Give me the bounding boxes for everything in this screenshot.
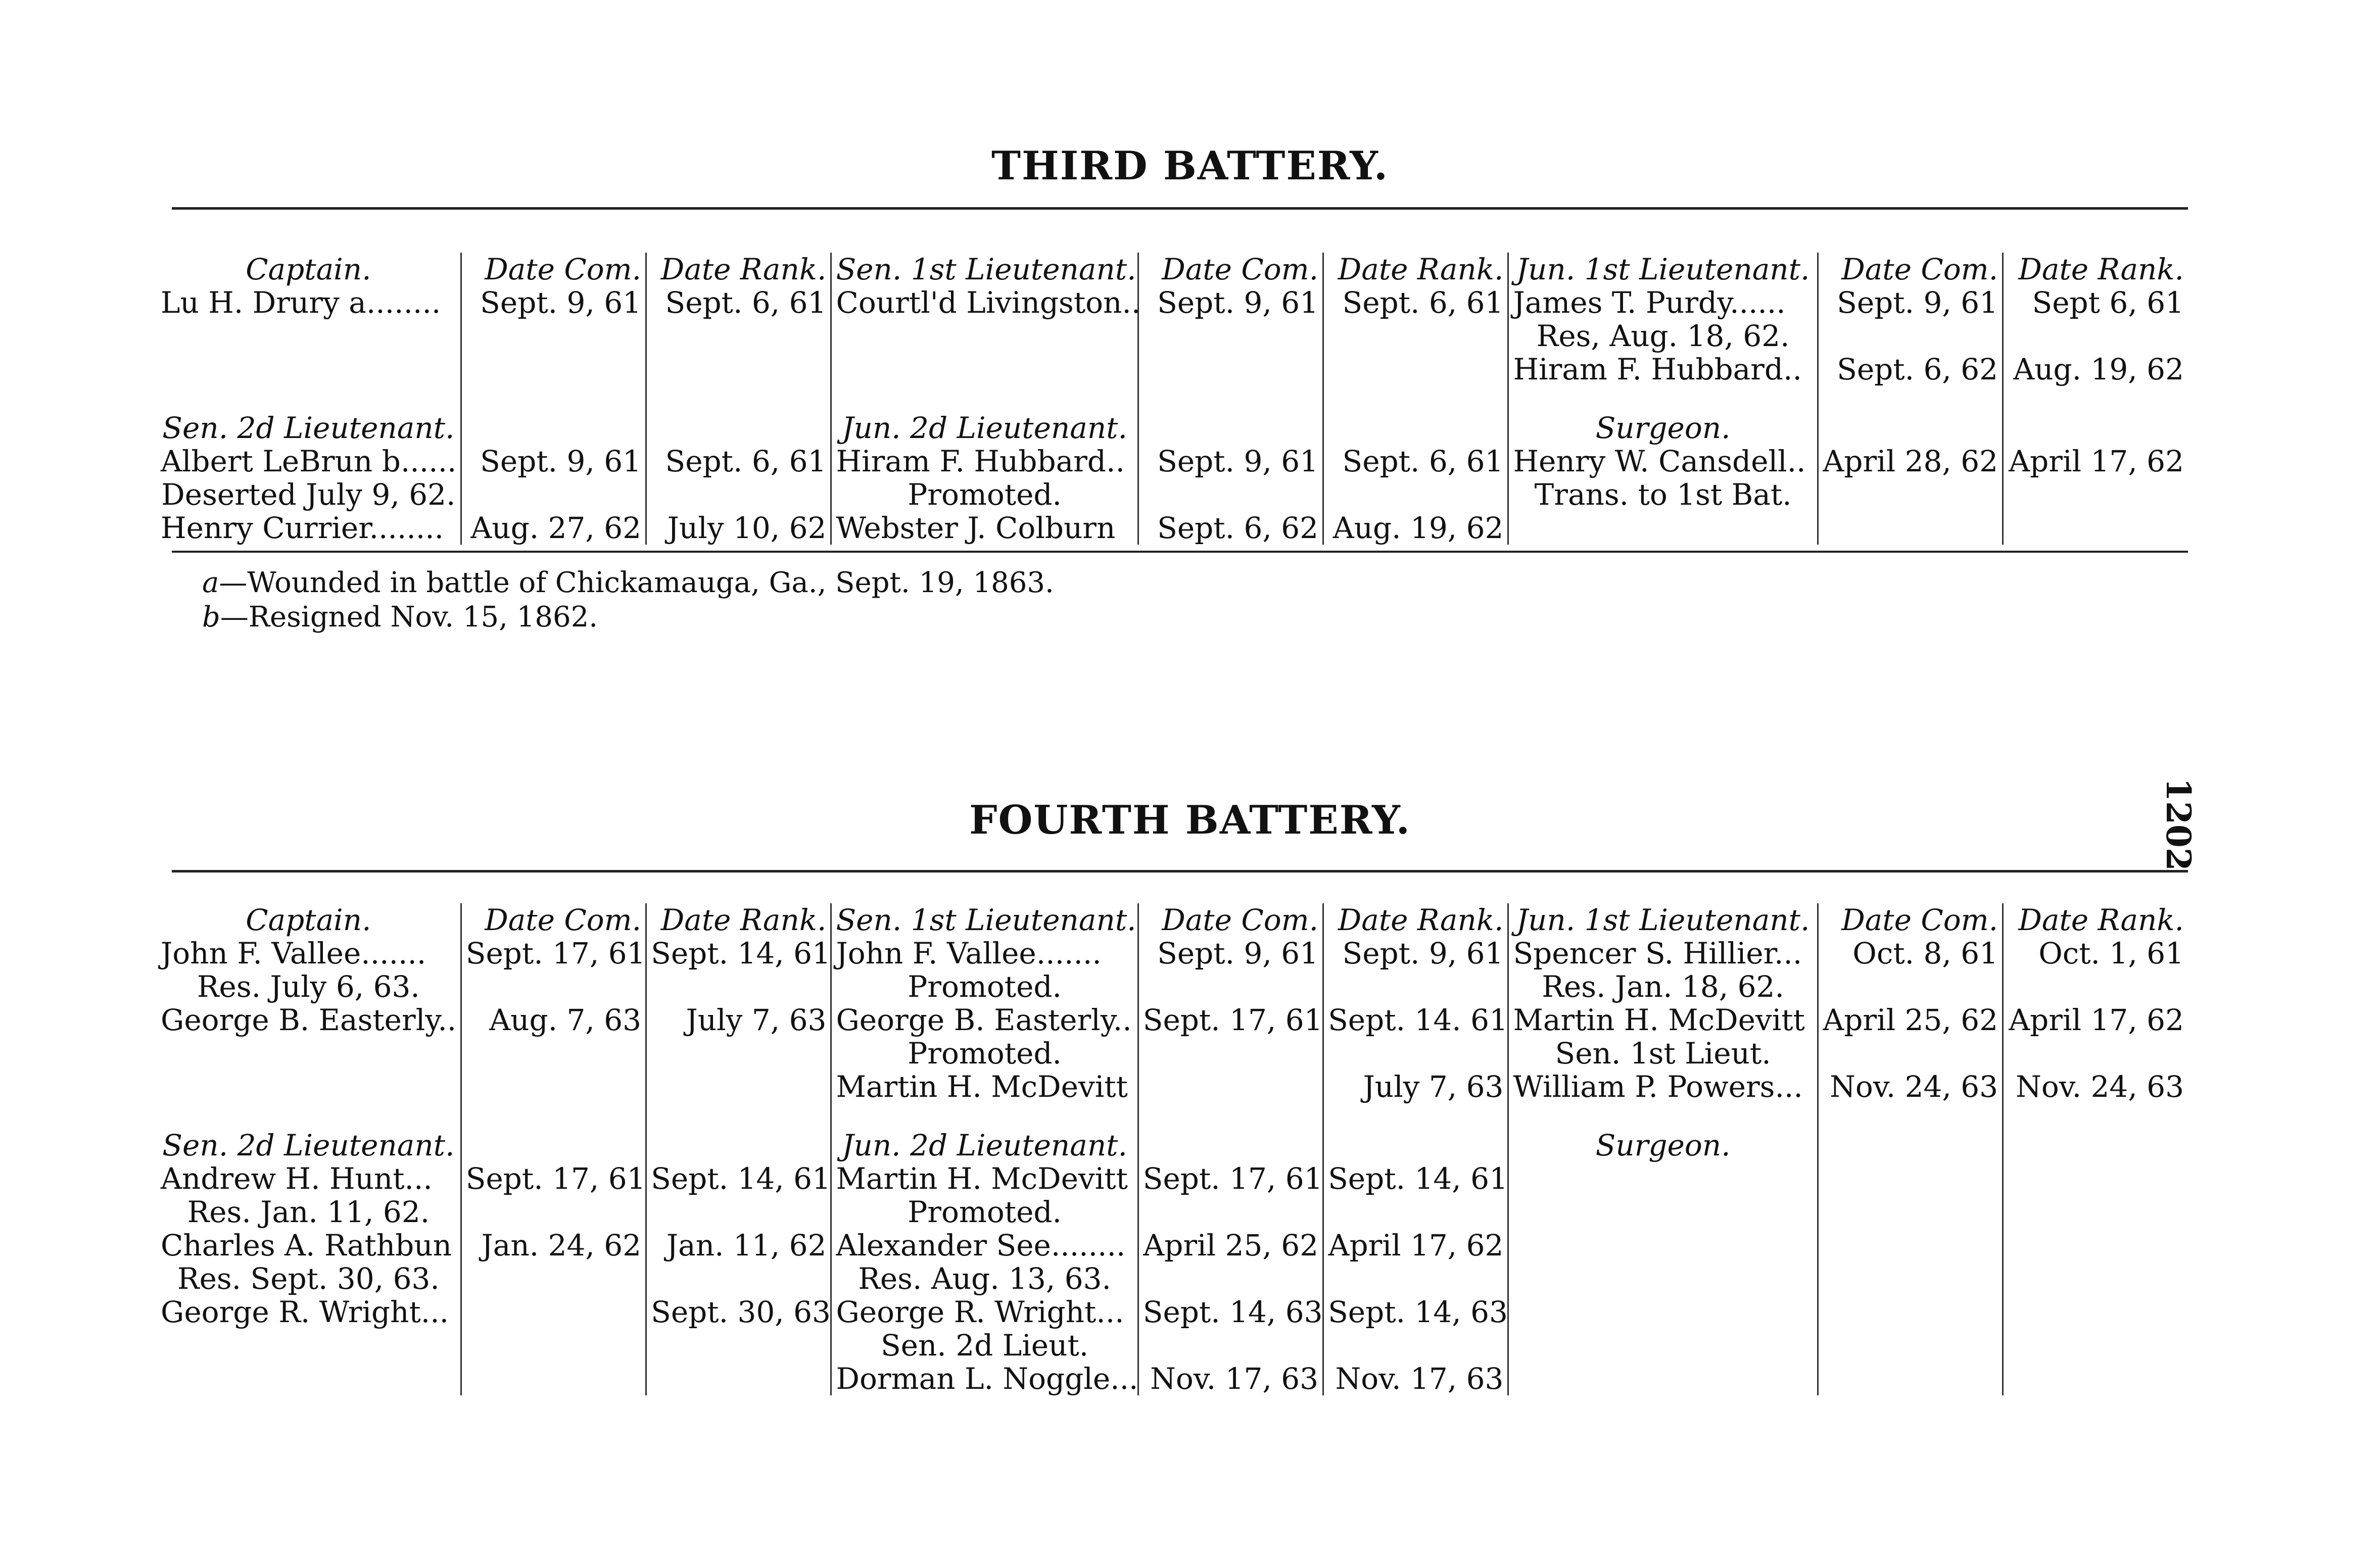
header-cell (1323, 411, 1508, 445)
date-cell (2003, 511, 2188, 545)
spacer-cell (1818, 386, 2003, 411)
name-cell (157, 353, 461, 386)
date-cell (461, 1195, 646, 1229)
date-cell (1818, 1162, 2003, 1195)
date-cell: Sept. 14, 61 (1323, 1162, 1508, 1195)
header-row (157, 411, 2188, 445)
date-cell (646, 1070, 831, 1103)
header-cell: Date Com. (1818, 903, 2003, 937)
name-cell: Promoted. (831, 1195, 1138, 1229)
name-cell: George B. Easterly.. (161, 1003, 457, 1037)
date-cell: Nov. 17, 63 (1323, 1362, 1508, 1395)
date-cell (646, 1362, 831, 1395)
name-cell: Lu H. Drury a........ (161, 285, 441, 320)
header-cell: Date Com. (1818, 253, 2003, 286)
name-cell: Res. Aug. 13, 63. (831, 1262, 1138, 1295)
date-cell: Aug. 7, 63 (461, 1003, 646, 1037)
date-cell (2003, 1037, 2188, 1070)
name-cell: Promoted. (831, 970, 1138, 1003)
spacer-cell (1508, 386, 1818, 411)
fourth-battery-table (157, 903, 2188, 1395)
table-row (157, 286, 2188, 319)
header-cell (1323, 1129, 1508, 1162)
date-cell: April 28, 62 (1818, 445, 2003, 478)
header-row (157, 1129, 2188, 1162)
spacer-cell (157, 386, 461, 411)
date-cell: Sept. 14, 63 (1323, 1295, 1508, 1329)
date-cell (1138, 1329, 1323, 1362)
table-row (157, 1195, 2188, 1229)
name-cell: Alexander See........ (831, 1229, 1138, 1262)
date-cell (461, 319, 646, 353)
table-row (157, 970, 2188, 1003)
date-cell (2003, 478, 2188, 511)
header-cell (2003, 1129, 2188, 1162)
date-cell (1818, 1195, 2003, 1229)
table-row (157, 511, 2188, 545)
spacer-cell (1138, 1103, 1323, 1129)
header-cell (1818, 1129, 2003, 1162)
date-cell (646, 1262, 831, 1295)
date-cell: Nov. 24, 63 (1818, 1070, 2003, 1103)
name-cell: Hiram F. Hubbard.. (831, 445, 1138, 478)
date-cell: Sept. 14, 61 (646, 1162, 831, 1195)
date-cell: Sept. 6, 62 (1818, 353, 2003, 386)
date-cell (2003, 1295, 2188, 1329)
name-cell: Res. July 6, 63. (197, 969, 420, 1004)
name-cell: Promoted. (831, 478, 1138, 511)
date-cell: Sept. 17, 61 (1138, 1162, 1323, 1195)
name-cell: Hiram F. Hubbard.. (1508, 353, 1818, 386)
date-cell (1138, 353, 1323, 386)
name-cell: James T. Purdy...... (1508, 286, 1818, 319)
spacer-row (157, 386, 2188, 411)
date-cell (646, 1037, 831, 1070)
header-row (157, 253, 2188, 286)
table-row (157, 1295, 2188, 1329)
date-cell (1138, 478, 1323, 511)
header-cell (461, 411, 646, 445)
footnote-b: b—Resigned Nov. 15, 1862. (202, 601, 598, 634)
name-cell (157, 319, 461, 353)
date-cell (1818, 1329, 2003, 1362)
date-cell: Jan. 11, 62 (646, 1229, 831, 1262)
header-cell (1138, 411, 1323, 445)
date-cell (2003, 1329, 2188, 1362)
date-cell: Sept. 17, 61 (1138, 1003, 1323, 1037)
date-cell (2003, 1195, 2188, 1229)
header-cell: Captain. (246, 903, 371, 937)
header-cell: Date Rank. (1323, 253, 1508, 286)
date-cell (2003, 970, 2188, 1003)
header-cell: Surgeon. (1508, 1129, 1818, 1162)
third-bottom-rule (172, 551, 2188, 553)
name-cell (157, 1329, 461, 1362)
date-cell: April 17, 62 (2003, 445, 2188, 478)
spacer-cell (646, 1103, 831, 1129)
name-cell: Res. Jan. 18, 62. (1508, 970, 1818, 1003)
date-cell (2003, 1229, 2188, 1262)
name-cell (1508, 1329, 1818, 1362)
date-cell (1323, 1195, 1508, 1229)
name-cell (157, 1362, 461, 1395)
date-cell (1818, 1362, 2003, 1395)
spacer-cell (831, 386, 1138, 411)
fourth-top-rule (172, 870, 2188, 872)
date-cell: Sept. 17, 61 (461, 937, 646, 970)
header-cell: Sen. 1st Lieutenant. (831, 903, 1138, 937)
spacer-cell (2003, 1103, 2188, 1129)
name-cell: William P. Powers... (1508, 1070, 1818, 1103)
name-cell: Sen. 1st Lieut. (1508, 1037, 1818, 1070)
table-row (157, 1329, 2188, 1362)
name-cell: Webster J. Colburn (831, 511, 1138, 545)
spacer-cell (461, 1103, 646, 1129)
name-cell: Promoted. (831, 1037, 1138, 1070)
date-cell: Sept. 17, 61 (461, 1162, 646, 1195)
name-cell: John F. Vallee....... (831, 937, 1138, 970)
header-cell: Sen. 1st Lieutenant. (831, 253, 1138, 286)
name-cell: George R. Wright... (161, 1295, 449, 1329)
date-cell: July 7, 63 (646, 1003, 831, 1037)
name-cell (1508, 1262, 1818, 1295)
date-cell (1323, 1329, 1508, 1362)
date-cell: Aug. 19, 62 (1323, 511, 1508, 545)
header-cell (1818, 411, 2003, 445)
date-cell (2003, 319, 2188, 353)
date-cell: Sept. 6, 62 (1138, 511, 1323, 545)
date-cell: April 17, 62 (2003, 1003, 2188, 1037)
date-cell (1323, 970, 1508, 1003)
date-cell (1138, 1070, 1323, 1103)
header-cell: Jun. 1st Lieutenant. (1508, 903, 1818, 937)
name-cell: Res. Sept. 30, 63. (177, 1262, 440, 1296)
header-cell (2003, 411, 2188, 445)
date-cell (1323, 1037, 1508, 1070)
date-cell: Sept. 9, 61 (1138, 937, 1323, 970)
header-cell (461, 1129, 646, 1162)
header-cell: Date Rank. (646, 253, 831, 286)
name-cell (1508, 1162, 1818, 1195)
header-cell: Surgeon. (1508, 411, 1818, 445)
date-cell (2003, 1362, 2188, 1395)
date-cell (461, 970, 646, 1003)
date-cell: April 25, 62 (1138, 1229, 1323, 1262)
date-cell (1818, 1037, 2003, 1070)
date-cell (1818, 319, 2003, 353)
header-cell: Sen. 2d Lieutenant. (162, 1128, 455, 1162)
table-row (157, 937, 2188, 970)
name-cell: Sen. 2d Lieut. (831, 1329, 1138, 1362)
table-row (157, 1262, 2188, 1295)
header-cell: Date Com. (1138, 253, 1323, 286)
name-cell: Martin H. McDevitt (831, 1162, 1138, 1195)
name-cell: Henry W. Cansdell.. (1508, 445, 1818, 478)
date-cell: July 10, 62 (646, 511, 831, 545)
date-cell (1138, 1262, 1323, 1295)
date-cell (1323, 478, 1508, 511)
third-footnotes (202, 566, 1054, 635)
spacer-cell (646, 386, 831, 411)
header-cell (646, 1129, 831, 1162)
date-cell (1818, 478, 2003, 511)
third-battery-title: THIRD BATTERY. (991, 143, 1389, 189)
header-cell: Captain. (246, 252, 371, 286)
spacer-row (157, 1103, 2188, 1129)
name-cell (1508, 1195, 1818, 1229)
third-battery-table (157, 253, 2188, 545)
name-cell (831, 319, 1138, 353)
name-cell: George R. Wright... (831, 1295, 1138, 1329)
date-cell (461, 1037, 646, 1070)
header-cell: Jun. 2d Lieutenant. (831, 1129, 1138, 1162)
date-cell (461, 1329, 646, 1362)
date-cell (461, 1262, 646, 1295)
date-cell (1818, 970, 2003, 1003)
spacer-cell (1508, 1103, 1818, 1129)
date-cell (646, 1195, 831, 1229)
name-cell: Henry Currier........ (161, 511, 444, 545)
spacer-cell (1818, 1103, 2003, 1129)
date-cell: Sept. 6, 61 (646, 445, 831, 478)
date-cell (1818, 1295, 2003, 1329)
date-cell: July 7, 63 (1323, 1070, 1508, 1103)
header-cell: Sen. 2d Lieutenant. (162, 411, 455, 445)
header-cell: Jun. 2d Lieutenant. (831, 411, 1138, 445)
table-row (157, 1162, 2188, 1195)
date-cell (2003, 1262, 2188, 1295)
date-cell: Sept. 6, 61 (1323, 286, 1508, 319)
date-cell: Sept. 6, 61 (646, 286, 831, 319)
name-cell: Albert LeBrun b...... (161, 444, 457, 478)
spacer-cell (831, 1103, 1138, 1129)
table-row (157, 1003, 2188, 1037)
name-cell (157, 1070, 461, 1103)
third-top-rule (172, 207, 2188, 210)
date-cell: Aug. 19, 62 (2003, 353, 2188, 386)
table-row (157, 445, 2188, 478)
page-number: 1202 (2159, 778, 2198, 871)
spacer-cell (157, 1103, 461, 1129)
date-cell: Sept. 9, 61 (461, 445, 646, 478)
spacer-cell (2003, 386, 2188, 411)
date-cell: April 25, 62 (1818, 1003, 2003, 1037)
date-cell (646, 319, 831, 353)
date-cell: Sept 6, 61 (2003, 286, 2188, 319)
date-cell (646, 353, 831, 386)
header-cell: Date Rank. (2003, 253, 2188, 286)
date-cell (1323, 319, 1508, 353)
date-cell (461, 478, 646, 511)
date-cell (646, 1329, 831, 1362)
name-cell: George B. Easterly.. (831, 1003, 1138, 1037)
date-cell: Sept. 14, 61 (646, 937, 831, 970)
name-cell: Andrew H. Hunt... (161, 1161, 433, 1196)
date-cell (1138, 319, 1323, 353)
header-cell: Date Com. (461, 903, 646, 937)
date-cell: Nov. 17, 63 (1138, 1362, 1323, 1395)
date-cell (1138, 970, 1323, 1003)
date-cell: Oct. 1, 61 (2003, 937, 2188, 970)
date-cell (461, 1362, 646, 1395)
date-cell: Sept. 30, 63 (646, 1295, 831, 1329)
date-cell (1323, 353, 1508, 386)
date-cell: Sept. 6, 61 (1323, 445, 1508, 478)
name-cell: Res. Jan. 11, 62. (187, 1195, 430, 1229)
date-cell: Jan. 24, 62 (461, 1229, 646, 1262)
date-cell (646, 970, 831, 1003)
name-cell (157, 1037, 461, 1070)
date-cell (461, 1070, 646, 1103)
table-row (157, 319, 2188, 353)
date-cell: Aug. 27, 62 (461, 511, 646, 545)
name-cell: Charles A. Rathbun (161, 1228, 452, 1263)
name-cell: Deserted July 9, 62. (161, 477, 456, 512)
name-cell (1508, 1295, 1818, 1329)
table-row (157, 1229, 2188, 1262)
name-cell: Martin H. McDevitt (1508, 1003, 1818, 1037)
date-cell (461, 353, 646, 386)
date-cell: Sept. 9, 61 (1138, 445, 1323, 478)
date-cell (2003, 1162, 2188, 1195)
name-cell: Trans. to 1st Bat. (1508, 478, 1818, 511)
table-row (157, 478, 2188, 511)
header-cell (1138, 1129, 1323, 1162)
date-cell: Sept. 9, 61 (1818, 286, 2003, 319)
header-cell: Date Rank. (646, 903, 831, 937)
header-cell: Date Com. (1138, 903, 1323, 937)
header-row (157, 903, 2188, 937)
header-cell: Date Com. (461, 253, 646, 286)
fourth-battery-title: FOURTH BATTERY. (969, 797, 1411, 843)
date-cell: Sept. 9, 61 (461, 286, 646, 319)
date-cell: April 17, 62 (1323, 1229, 1508, 1262)
table-row (157, 353, 2188, 386)
date-cell: Sept. 14, 63 (1138, 1295, 1323, 1329)
date-cell (1323, 1262, 1508, 1295)
date-cell (1138, 1037, 1323, 1070)
name-cell: Spencer S. Hillier... (1508, 937, 1818, 970)
name-cell: Dorman L. Noggle... (831, 1362, 1138, 1395)
name-cell (831, 353, 1138, 386)
table-row (157, 1037, 2188, 1070)
date-cell (1818, 1229, 2003, 1262)
date-cell: Sept. 9, 61 (1323, 937, 1508, 970)
spacer-cell (1323, 1103, 1508, 1129)
name-cell: Courtl'd Livingston.. (831, 286, 1138, 319)
name-cell (1508, 511, 1818, 545)
date-cell (461, 1295, 646, 1329)
footnote-a: a—Wounded in battle of Chickamauga, Ga., Sept. 19, 1863. (202, 566, 1054, 599)
date-cell: Sept. 14. 61 (1323, 1003, 1508, 1037)
name-cell: Martin H. McDevitt (831, 1070, 1138, 1103)
table-row (157, 1362, 2188, 1395)
name-cell: Res, Aug. 18, 62. (1508, 319, 1818, 353)
date-cell (1818, 1262, 2003, 1295)
name-cell (1508, 1229, 1818, 1262)
header-cell (646, 411, 831, 445)
date-cell (646, 478, 831, 511)
date-cell: Nov. 24, 63 (2003, 1070, 2188, 1103)
date-cell (1138, 1195, 1323, 1229)
spacer-cell (461, 386, 646, 411)
header-cell: Date Rank. (1323, 903, 1508, 937)
spacer-cell (1138, 386, 1323, 411)
header-cell: Jun. 1st Lieutenant. (1508, 253, 1818, 286)
spacer-cell (1323, 386, 1508, 411)
date-cell: Sept. 9, 61 (1138, 286, 1323, 319)
header-cell: Date Rank. (2003, 903, 2188, 937)
table-row (157, 1070, 2188, 1103)
name-cell (1508, 1362, 1818, 1395)
name-cell: John F. Vallee....... (161, 936, 426, 971)
date-cell (1818, 511, 2003, 545)
date-cell: Oct. 8, 61 (1818, 937, 2003, 970)
